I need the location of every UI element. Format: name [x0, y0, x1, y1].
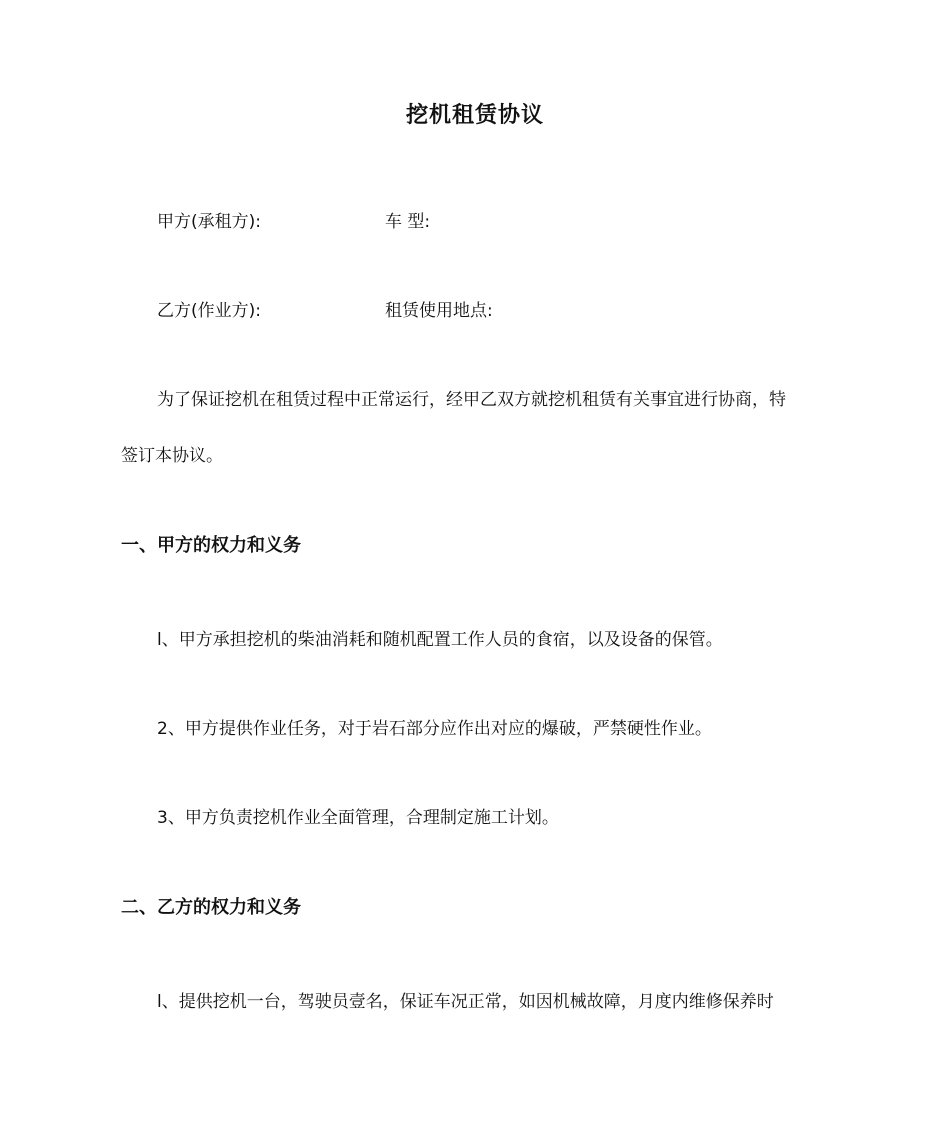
section-2-item-1: l、提供挖机一台，驾驶员壹名，保证车况正常，如因机械故障，月度内维修保养时: [157, 992, 774, 1012]
section-1-item-1: l、甲方承担挖机的柴油消耗和随机配置工作人员的食宿，以及设备的保管。: [157, 630, 723, 650]
section-1-heading: 一、甲方的权力和义务: [121, 535, 301, 556]
document-title: 挖机租赁协议: [405, 103, 544, 128]
party-b-label: 乙方(作业方):: [157, 301, 261, 321]
section-2-heading: 二、乙方的权力和义务: [121, 897, 301, 918]
section-1-item-2: 2、甲方提供作业任务，对于岩石部分应作出对应的爆破，严禁硬性作业。: [157, 719, 712, 739]
section-1-item-3: 3、甲方负责挖机作业全面管理，合理制定施工计划。: [157, 808, 559, 828]
intro-line-2: 签订本协议。: [121, 446, 223, 466]
intro-line-1: 为了保证挖机在租赁过程中正常运行，经甲乙双方就挖机租赁有关事宜进行协商，特: [157, 390, 786, 410]
party-a-label: 甲方(承租方):: [157, 212, 261, 232]
vehicle-type-label: 车 型:: [385, 212, 431, 232]
location-label: 租赁使用地点:: [385, 301, 493, 321]
